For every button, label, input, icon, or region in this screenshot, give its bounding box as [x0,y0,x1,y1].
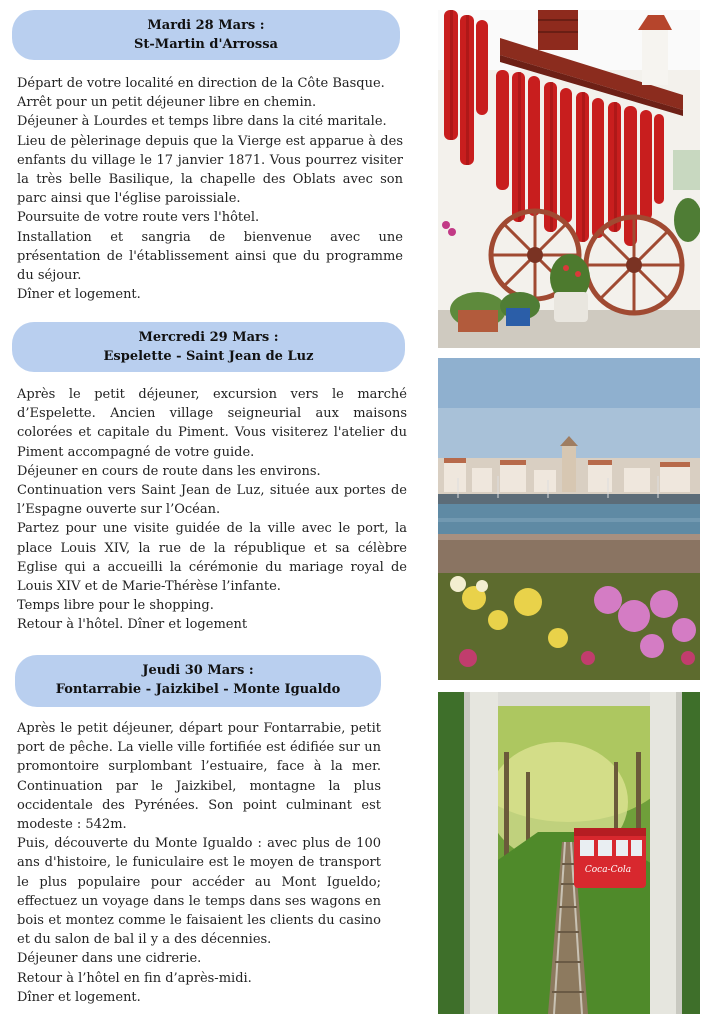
day2-header [12,322,405,372]
day2-paragraph: Continuation vers Saint Jean de Luz, située aux portes de l’Espagne ouverte sur l’Océan. [17,483,407,518]
day1-description [17,74,403,304]
day1-paragraph: Dîner et logement. [17,287,141,303]
day2-paragraph: Temps libre pour le shopping. [17,598,214,614]
funicular-sign: Coca-Cola [584,865,632,875]
day3-date: Jeudi 30 Mars : [142,663,254,678]
day1-paragraph: Lieu de pèlerinage depuis que la Vierge est apparue à des enfants du village le 17 janvier 1871. Vous pourrez visiter la très belle Basilique, la chapelle des Oblats avec son parc ainsi que l'église paroissiale. [17,133,403,207]
day2-paragraph: Partez pour une visite guidée de la ville avec le port, la place Louis XIV, la rue de la république et sa célèbre Eglise qui a accueilli la cérémonie du mariage royal de Louis XIV et de Marie-Thérèse l’infante. [17,521,407,595]
igueldo-funicular-photo [438,692,700,1014]
day1-paragraph: Poursuite de votre route vers l'hôtel. [17,210,260,226]
day3-paragraph: Dîner et logement. [17,989,141,1005]
day3-paragraph: Retour à l’hôtel en fin d’après-midi. [17,970,252,986]
day2-paragraph: Retour à l'hôtel. Dîner et logement [17,617,248,633]
day1-paragraph: Installation et sangria de bienvenue avec une présentation de l'établissement ainsi que du programme du séjour. [17,229,403,284]
day1-header [12,10,400,60]
day1-route: St-Martin d'Arrossa [134,37,278,52]
day1-paragraph: Départ de votre localité en direction de la Côte Basque. [17,76,385,91]
day3-paragraph: Après le petit déjeuner, départ pour Fontarrabie, petit port de pêche. La vielle ville fortifiée est édifiée sur un promontoire surplombant l’estuaire, face à la mer. Continuation par le Jaizkibel, montagne la plus occidentale des Pyrénées. Son point culminant est modeste : 542m. [17,721,381,833]
day3-paragraph: Puis, découverte du Monte Igualdo : avec plus de 100 ans d'histoire, le funiculaire est le moyen de transport le plus populaire pour accéder au Mont Igueldo; effectuez un voyage dans le temps dans ses wagons en bois et montez comme le faisaient les clients du casino et du salon de bal il y a des décennies. [17,836,381,948]
saint-jean-de-luz-harbour-photo [438,358,700,680]
day2-date: Mercredi 29 Mars : [138,330,279,345]
day2-description [17,385,407,635]
day2-route: Espelette - Saint Jean de Luz [103,349,314,364]
day1-paragraph: Déjeuner à Lourdes et temps libre dans la cité maritale. [17,114,387,130]
chili-wall-cartwheels-photo [438,10,700,348]
day1-paragraph: Arrêt pour un petit déjeuner libre en chemin. [17,95,317,111]
day3-header [15,655,381,707]
day2-paragraph: Après le petit déjeuner, excursion vers le marché d’Espelette. Ancien village seigneurial aux maisons colorées et capitale du Piment. Vous visiterez l'atelier du Piment accompagné de votre guide. [17,387,407,460]
day3-paragraph: Déjeuner dans une cidrerie. [17,951,202,967]
day3-route: Fontarrabie - Jaizkibel - Monte Igualdo [55,682,341,697]
day2-paragraph: Déjeuner en cours de route dans les environs. [17,463,321,479]
day1-date: Mardi 28 Mars : [147,18,265,33]
day3-description [17,719,381,1007]
